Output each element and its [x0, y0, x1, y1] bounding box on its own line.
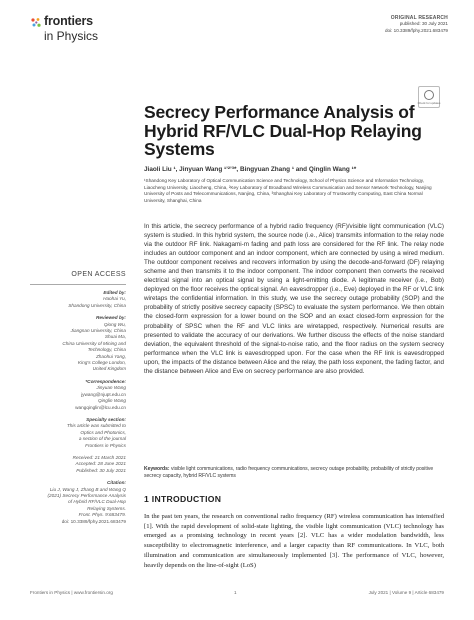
- citation-line: of Hybrid RF/VLC Dual-Hop: [68, 499, 126, 505]
- correspondent-name: Qinglin Wang: [97, 398, 126, 404]
- citation-block: [30, 480, 126, 525]
- specialty-section-block: [30, 417, 126, 449]
- specialty-line: Optics and Photonics,: [80, 429, 126, 435]
- citation-line: Relaying Systems.: [87, 505, 126, 511]
- open-access-label: OPEN ACCESS: [71, 271, 126, 278]
- received-date: Received: 21 March 2021: [72, 454, 126, 460]
- introduction-text: In the past ten years, the research on conventional radio frequency (RF) wireless communication has intensified [1]. With the rapid development of solid-state lighting, the visible light communication (VLC) technology has emerged as a promising technology in recent years [2]. VLC has a wider modulation bandwidth, less susceptibility to electromagnetic interference, and a larger capacity than RF communications. In VLC, both illumination and communication are simultaneously implemented [3]. The performance of VLC, however, heavily depends on the line-of-sight (LoS): [144, 513, 444, 569]
- reviewer-line: United Kingdom: [92, 366, 126, 372]
- reviewer-line: Qiong Wu,: [103, 321, 126, 327]
- published-date-side: Published: 30 July 2021: [76, 467, 126, 473]
- specialty-line: Frontiers in Physics: [85, 442, 126, 448]
- citation-line: Front. Phys. 9:683479.: [78, 512, 126, 518]
- page-number: 1: [234, 590, 237, 595]
- sidebar-divider: [30, 284, 126, 285]
- article-title: Secrecy Performance Analysis of Hybrid RF/VLC Dual-Hop Relaying Systems: [144, 102, 422, 159]
- article-header-info: [385, 15, 448, 34]
- correspondent-email-link[interactable]: jywang@njupt.edu.cn: [81, 391, 126, 397]
- check-for-updates-icon: [424, 90, 434, 100]
- journal-logo: [30, 14, 108, 50]
- citation-label: Citation:: [106, 480, 126, 486]
- correspondent-name: Jinyuan Wang: [96, 385, 126, 391]
- footer-journal-link[interactable]: Frontiers in Physics | www.frontiersin.org: [30, 590, 113, 595]
- check-for-updates-label: Check for updates: [417, 100, 441, 105]
- keywords: [144, 466, 444, 480]
- keywords-label: Keywords:: [144, 466, 170, 472]
- edited-by-block: [30, 290, 126, 309]
- logo-line2: in Physics: [44, 29, 99, 43]
- logo-line1: frontiers: [44, 14, 93, 28]
- reviewer-line: King's College London,: [77, 360, 126, 366]
- specialty-line: a section of the journal: [78, 436, 126, 442]
- section-heading: 1 INTRODUCTION: [144, 494, 222, 504]
- specialty-line: This article was submitted to: [66, 423, 126, 429]
- citation-line: Liu J, Wang J, Zhang B and Wang Q: [49, 486, 126, 492]
- edited-by-line: Shandong University, China: [68, 302, 126, 308]
- reviewer-line: Zhaohui Yang,: [95, 353, 126, 359]
- frontiers-logo-icon: [30, 17, 42, 29]
- specialty-section-label: Specialty section:: [86, 416, 126, 422]
- page-footer: [30, 590, 444, 598]
- correspondent-email-link[interactable]: wangqinglin@lcu.edu.cn: [75, 404, 126, 410]
- citation-doi-link[interactable]: doi: 10.3389/fphy.2021.683479: [61, 518, 126, 524]
- published-date: published: 30 July 2021: [399, 21, 448, 27]
- reviewed-by-label: Reviewed by:: [96, 315, 126, 321]
- citation-line: (2021) Secrecy Performance Analysis: [47, 492, 126, 498]
- author-list: Jiaoli Liu ¹, Jinyuan Wang ¹ʼ²ʼ³*, Bingyuan Zhang ¹ and Qinglin Wang ¹*: [144, 166, 357, 173]
- edited-by-label: Edited by:: [103, 290, 126, 295]
- abstract: In this article, the secrecy performance of a hybrid radio frequency (RF)/visible light communication (VLC) system is studied. In this hybrid system, the source node (i.e., Alice) transmits information to the relay node via the outdoor RF link. Nakagami-m fading and path loss are considered for the RF link. The relay node includes an outdoor component and an indoor component, which are connected by using a wired medium. The outdoor component receives and recovers information by using the decode-and-forward (DF) relaying scheme and then transmits it to the indoor component. The indoor component then converts the received electrical signal into an optical signal by using a light-emitting diode. A legitimate receiver (i.e., Bob) deployed on the floor receives the optical signal. An eavesdropper (i.e., Eve) deployed in the RF or VLC link wiretaps the confidential information. In this study, we use the secrecy outage probability (SOP) and the probability of strictly positive secrecy capacity (SPSC) to evaluate the system performance. We then obtain the closed-form expression for a lower bound on the SOP and an exact closed-form expression for the probability of SPSC when the RF and VLC links are wiretapped, respectively. Numerical results are presented to validate the accuracy of our derivations. We further discuss the effects of the noise standard deviation, the equivalent threshold of the signal-to-noise ratio, and the floor radius on the system secrecy performance when the VLC link is eavesdropped upon. For the case when the RF link is eavesdropped upon, the impacts of the distance between Alice and the relay, the path loss exponent, the fading factor, and the distance between Alice and Eve on secrecy performance are also provided.: [144, 223, 444, 375]
- correspondence-label: *Correspondence:: [85, 378, 126, 384]
- reviewer-line: Technology, China: [87, 347, 126, 353]
- article-type: ORIGINAL RESEARCH: [390, 15, 448, 21]
- reviewer-line: Shuai Ma,: [104, 334, 126, 340]
- reviewer-line: China University of Mining and: [62, 340, 126, 346]
- keywords-text: visible light communications, radio frequency communications, secrecy outage probability, probability of strictly positive secrecy capacity, hybrid RF/VLC systems: [144, 466, 434, 480]
- reviewed-by-block: [30, 315, 126, 373]
- doi-link[interactable]: doi: 10.3389/fphy.2021.683479: [384, 27, 448, 33]
- footer-volume-info: July 2021 | Volume 9 | Article 683479: [368, 590, 444, 595]
- article-sidebar: [30, 272, 126, 531]
- reviewer-line: Jiangnan University, China: [70, 328, 126, 334]
- correspondence-block: [30, 379, 126, 411]
- affiliations: ¹Shandong Key Laboratory of Optical Communication Science and Technology, School of Physics Science and Information Technology, Liaocheng University, Liaocheng, China, ²Key Laboratory of Broadband Wireless Communication and Sensor Network Technology, Nanjing University of Posts and Telecommunications, Nanjing, China, ³Shanghai Key Laboratory of Trustworthy Computing, East China Normal University, Shanghai, China: [144, 178, 432, 203]
- accepted-date: Accepted: 28 June 2021: [75, 461, 126, 467]
- edited-by-line: Haohai Yu,: [103, 296, 126, 302]
- dates-block: [30, 455, 126, 474]
